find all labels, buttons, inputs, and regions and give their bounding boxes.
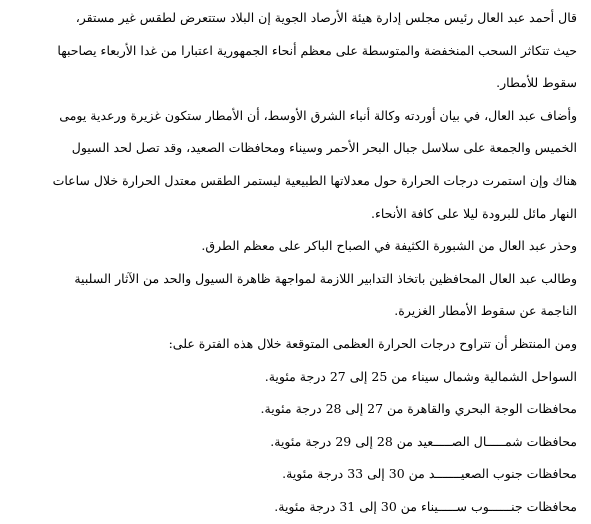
forecast-item: محافظات الوجة البحري والقاهرة من 27 إلى 28 درجة مئوية. xyxy=(260,401,577,417)
article-line: النهار مائل للبرودة ليلا على كافة الأنحاء. xyxy=(370,205,577,221)
article-line: حيث تتكاثر السحب المنخفضة والمتوسطة على معظم أنحاء الجمهورية اعتبارا من غدا الأربعاء يصاحبها xyxy=(57,42,577,58)
forecast-item: السواحل الشمالية وشمال سيناء من 25 إلى 27 درجة مئوية. xyxy=(264,368,577,384)
article-line: قال أحمد عبد العال رئيس مجلس إدارة هيئة الأرصاد الجوية إن البلاد ستتعرض لطقس غير مستقر، xyxy=(75,10,577,25)
article-line: وحذر عبد العال من الشبورة الكثيفة في الصباح الباكر على معظم الطرق. xyxy=(201,238,577,254)
article-line: وطالب عبد العال المحافظين باتخاذ التدابير اللازمة لمواجهة ظاهرة السيول والحد من الآثار السلبية xyxy=(74,270,577,286)
article-line: سقوط للأمطار. xyxy=(496,75,577,91)
article-line: ومن المنتظر أن تتراوح درجات الحرارة العظمى المتوقعة خلال هذه الفترة على: xyxy=(168,335,577,351)
forecast-item: محافظات جنــــــوب ســـــيناء من 30 إلى 31 درجة مئوية. xyxy=(274,498,577,514)
forecast-item: محافظات شمـــــال الصـــــعيد من 28 إلى 29 درجة مئوية. xyxy=(270,433,577,449)
article-line: الخميس والجمعة على سلاسل جبال البحر الأحمر وسيناء ومحافظات الصعيد، وقد تصل لحد السيول xyxy=(71,140,577,156)
article-line: وأضاف عبد العال، في بيان أوردته وكالة أنباء الشرق الأوسط، أن الأمطار ستكون غزيرة ورعدية يومى xyxy=(59,107,577,123)
article-line: الناجمة عن سقوط الأمطار الغزيرة. xyxy=(394,303,577,319)
forecast-item: محافظات جنوب الصعيـــــــد من 30 إلى 33 درجة مئوية. xyxy=(282,466,577,482)
article-body xyxy=(17,2,577,524)
article-line: هناك وإن استمرت درجات الحرارة حول معدلاتها الطبيعية ليستمر الطقس معتدل الحرارة خلال ساعات xyxy=(52,172,577,188)
